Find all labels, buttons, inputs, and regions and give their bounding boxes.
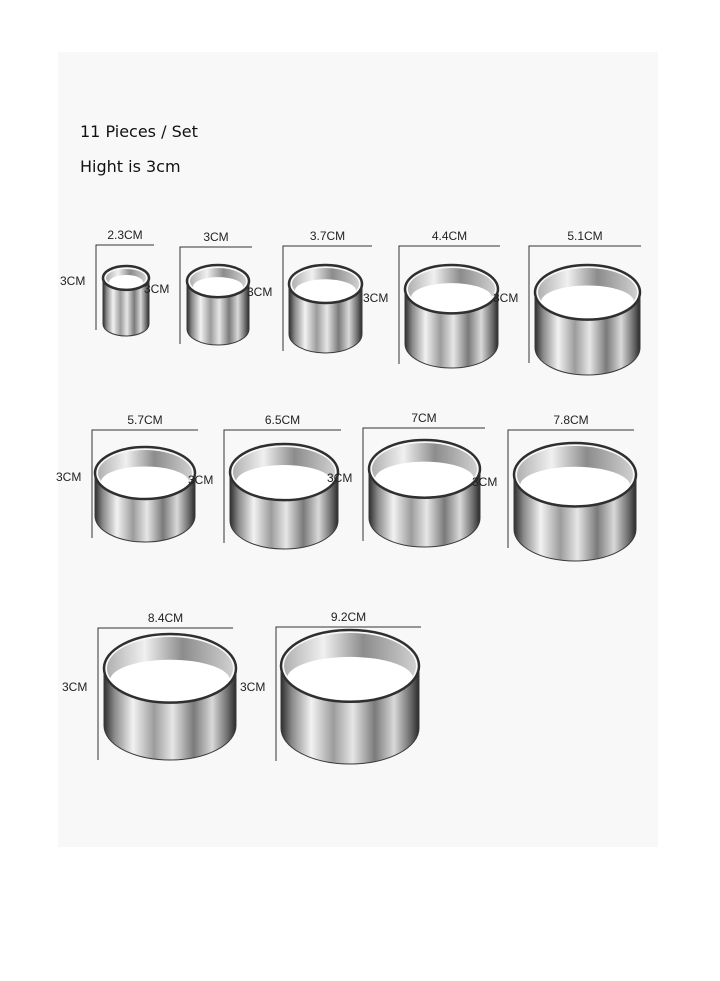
diameter-label: 2.3CM xyxy=(107,228,143,242)
height-label: 3CM xyxy=(62,680,88,694)
height-label: 3CM xyxy=(60,273,86,288)
height-label: 3CM xyxy=(144,281,170,296)
diameter-label: 7CM xyxy=(411,411,437,425)
height-label: 3CM xyxy=(188,472,214,487)
diameter-label: 3CM xyxy=(203,230,229,244)
set-count-text: 11 Pieces / Set xyxy=(80,122,198,141)
diameter-label: 4.4CM xyxy=(431,229,468,243)
height-label: 3CM xyxy=(247,284,273,299)
diameter-label: 3.7CM xyxy=(309,229,346,243)
height-label: 3CM xyxy=(472,475,498,489)
height-label: 3CM xyxy=(327,470,353,485)
height-label: 3CM xyxy=(56,470,82,484)
diameter-label: 6.5CM xyxy=(264,413,301,427)
height-text: Hight is 3cm xyxy=(80,157,181,176)
height-label: 3CM xyxy=(493,290,519,305)
diameter-label: 5.7CM xyxy=(127,413,163,427)
diameter-label: 9.2CM xyxy=(330,610,367,624)
diameter-label: 8.4CM xyxy=(147,611,184,625)
height-label: 3CM xyxy=(240,680,266,694)
height-label: 3CM xyxy=(363,291,389,305)
diameter-label: 5.1CM xyxy=(567,229,603,243)
diameter-label: 7.8CM xyxy=(553,413,589,427)
